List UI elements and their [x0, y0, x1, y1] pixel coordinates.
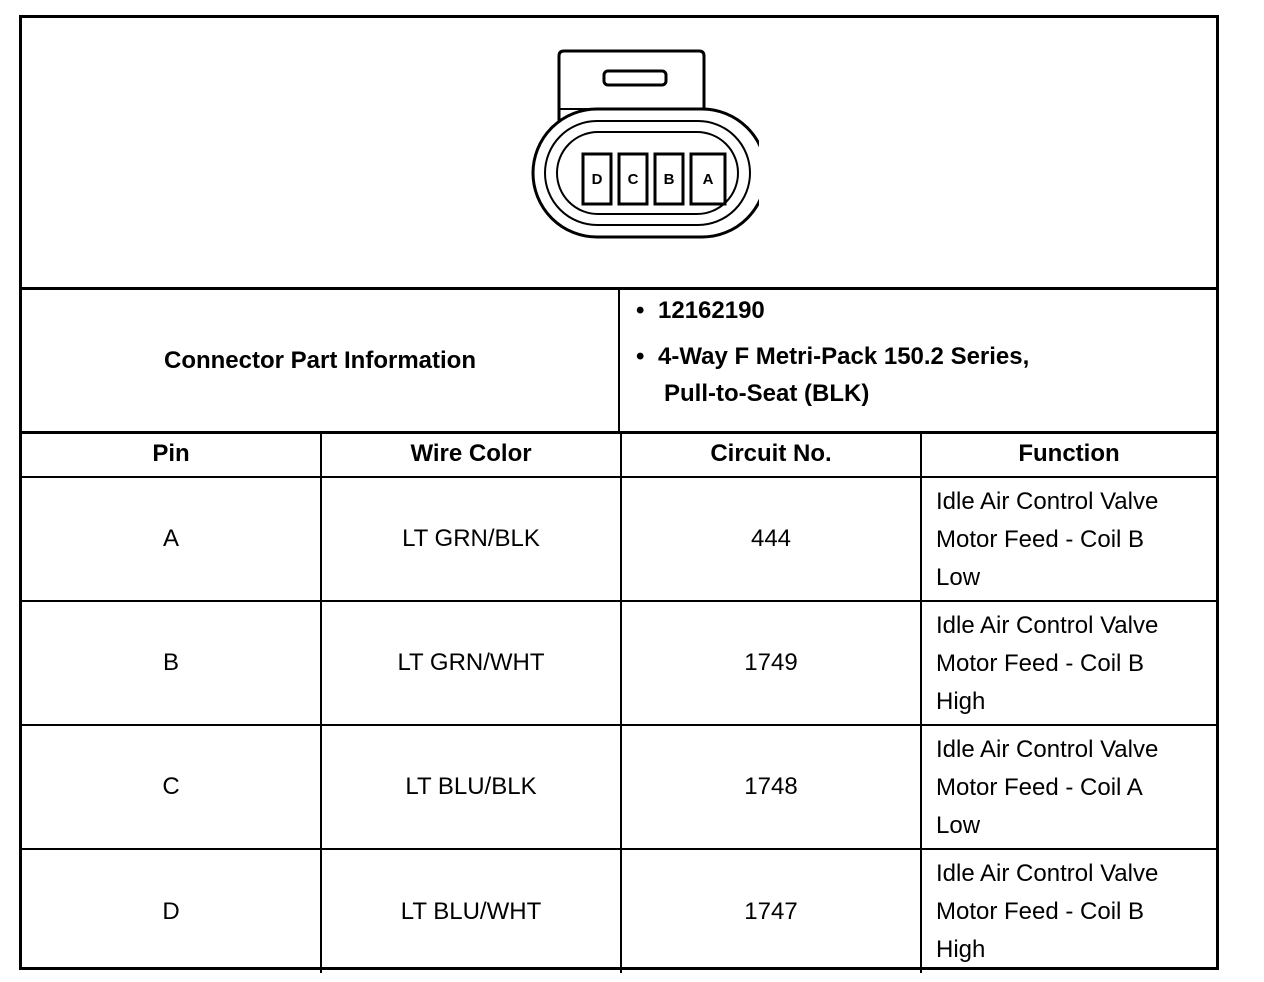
part-description-item	[636, 338, 1029, 412]
pin-table	[22, 431, 1216, 973]
function-line: Low	[936, 564, 981, 591]
header-function: Function	[921, 431, 1216, 477]
cell-pin: B	[22, 601, 321, 725]
cell-circuit: 444	[621, 477, 921, 601]
cell-function	[921, 477, 1216, 601]
pin-label-b: B	[663, 171, 675, 188]
table-row	[22, 477, 1216, 601]
part-number: 12162190	[658, 297, 765, 324]
function-line: Idle Air Control Valve	[936, 488, 1159, 515]
connector-part-info	[22, 290, 1216, 434]
bullet-icon: •	[636, 297, 645, 324]
function-line: Motor Feed - Coil A	[936, 774, 1143, 801]
part-info-label: Connector Part Information	[22, 290, 620, 431]
part-description-line2: Pull-to-Seat (BLK)	[664, 380, 870, 407]
pin-label-d: D	[591, 171, 603, 188]
connector-sheet	[19, 15, 1219, 970]
header-wire-color: Wire Color	[321, 431, 621, 477]
cell-pin: A	[22, 477, 321, 601]
function-line: High	[936, 936, 986, 963]
part-description-line1: 4-Way F Metri-Pack 150.2 Series,	[658, 343, 1030, 370]
pin-table-header-row	[22, 431, 1216, 477]
function-line: Motor Feed - Coil B	[936, 898, 1145, 925]
cell-wire-color: LT BLU/WHT	[321, 849, 621, 973]
part-info-details	[620, 290, 1216, 431]
function-line: Idle Air Control Valve	[936, 860, 1159, 887]
cell-wire-color: LT GRN/BLK	[321, 477, 621, 601]
cell-circuit: 1748	[621, 725, 921, 849]
bullet-icon: •	[636, 343, 645, 370]
connector-lock-slot	[604, 71, 666, 85]
cell-function	[921, 849, 1216, 973]
part-number-item	[636, 292, 765, 329]
function-line: High	[936, 688, 986, 715]
cell-circuit: 1747	[621, 849, 921, 973]
pin-label-c: C	[627, 171, 639, 188]
header-pin: Pin	[22, 431, 321, 477]
table-row	[22, 849, 1216, 973]
function-line: Motor Feed - Coil B	[936, 526, 1145, 553]
cell-pin: D	[22, 849, 321, 973]
function-line: Low	[936, 812, 981, 839]
cell-function	[921, 725, 1216, 849]
table-row	[22, 601, 1216, 725]
cell-function	[921, 601, 1216, 725]
cell-wire-color: LT GRN/WHT	[321, 601, 621, 725]
connector-face-diagram	[509, 46, 759, 246]
table-row	[22, 725, 1216, 849]
function-line: Motor Feed - Coil B	[936, 650, 1145, 677]
connector-diagram-area	[22, 18, 1216, 290]
cell-pin: C	[22, 725, 321, 849]
header-circuit: Circuit No.	[621, 431, 921, 477]
function-line: Idle Air Control Valve	[936, 612, 1159, 639]
cell-wire-color: LT BLU/BLK	[321, 725, 621, 849]
cell-circuit: 1749	[621, 601, 921, 725]
pin-label-a: A	[702, 171, 714, 188]
function-line: Idle Air Control Valve	[936, 736, 1159, 763]
